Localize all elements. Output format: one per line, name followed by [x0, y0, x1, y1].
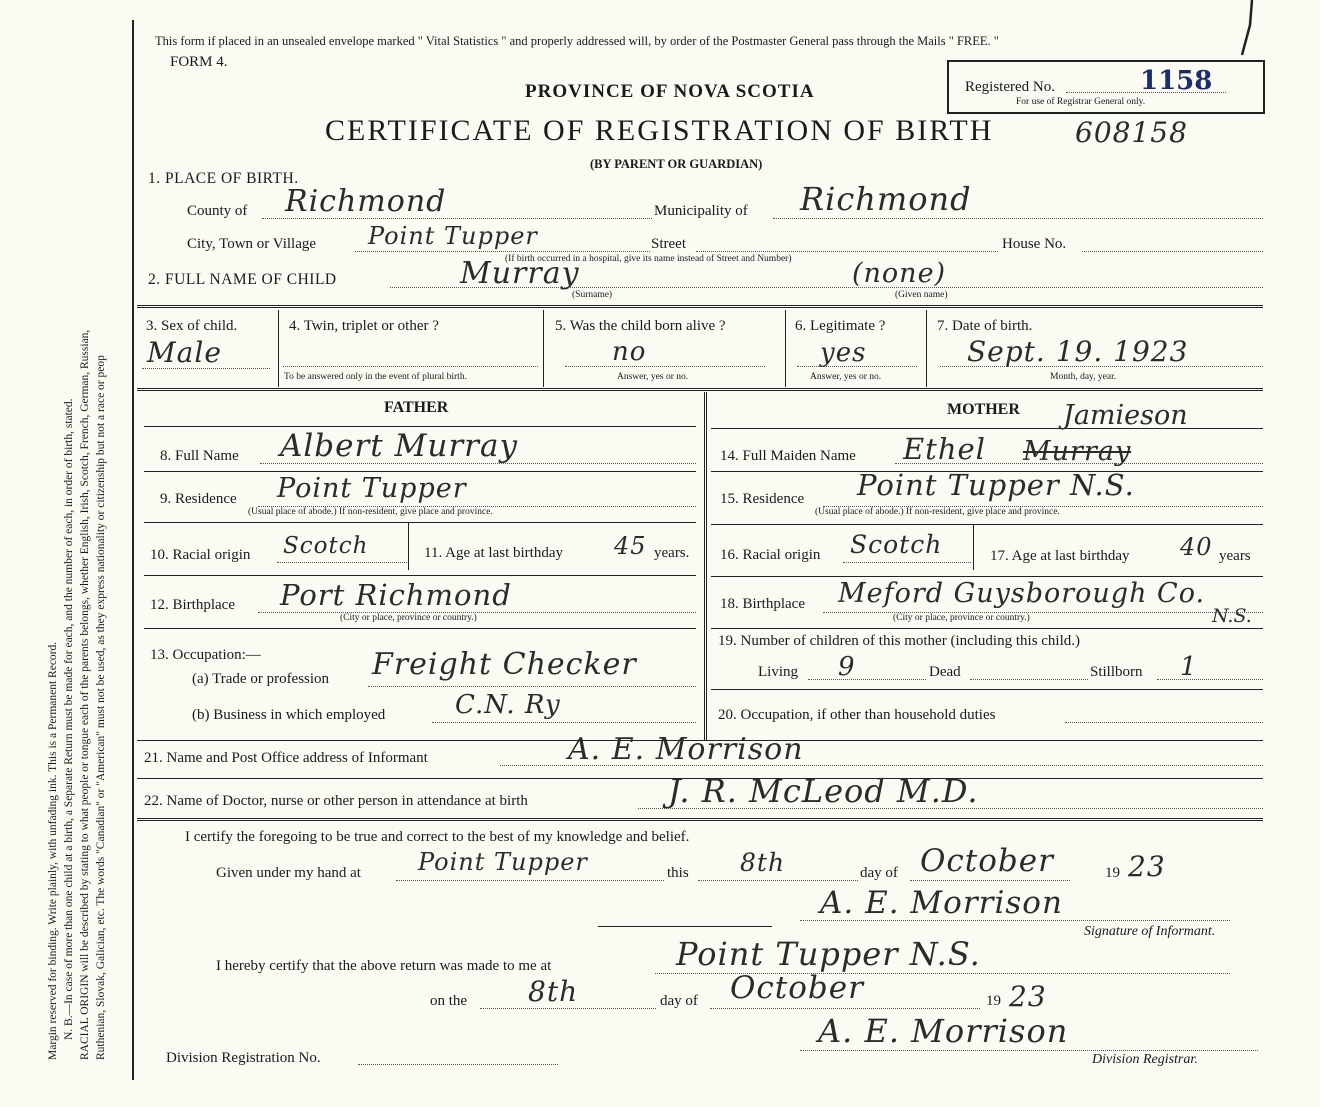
- pen-stroke-mark: [1228, 0, 1258, 60]
- registrar-line-label: I hereby certify that the above return was made to me at: [216, 958, 552, 974]
- hospital-note: (If birth occurred in a hospital, give its name instead of Street and Number): [505, 254, 792, 264]
- division-reg-line: [358, 1064, 558, 1065]
- father-business-value: C.N. Ry: [455, 690, 561, 720]
- dob-value: Sept. 19. 1923: [967, 335, 1189, 368]
- father-rule-5: [144, 628, 696, 629]
- municipality-label: Municipality of: [654, 203, 748, 219]
- registrar-sig-line: [800, 1050, 1258, 1051]
- mother-birth-value-2: N.S.: [1212, 605, 1252, 627]
- living-line: [808, 679, 926, 680]
- dob-label: 7. Date of birth.: [937, 318, 1033, 334]
- informant-signature: A. E. Morrison: [820, 885, 1063, 921]
- father-name-value: Albert Murray: [280, 428, 518, 464]
- legit-label: 6. Legitimate ?: [795, 318, 886, 334]
- registered-number: 1158: [1140, 66, 1213, 96]
- mother-race-line: [843, 562, 971, 563]
- registrar-signature: A. E. Morrison: [818, 1012, 1069, 1050]
- informant-line: [500, 765, 1263, 766]
- place-of-birth-label: 1. PLACE OF BIRTH.: [148, 170, 299, 187]
- registered-line: [1066, 92, 1226, 93]
- given-year-prefix: 19: [1105, 865, 1120, 881]
- row3-divider-2: [543, 310, 544, 387]
- father-business-label: (b) Business in which employed: [192, 707, 386, 723]
- given-dayof-label: day of: [860, 865, 898, 881]
- father-birth-note: (City or place, province or country.): [340, 613, 477, 623]
- sex-value: Male: [147, 336, 222, 369]
- on-the-label: on the: [430, 993, 468, 1009]
- given-month: October: [920, 843, 1054, 879]
- informant-value: A. E. Morrison: [568, 732, 804, 767]
- mail-notice: This form if placed in an unsealed envelope marked " Vital Statistics " and properly addressed will, by order of the Postmaster General pass through the Mails " FREE. ": [155, 34, 999, 48]
- mother-rule-5: [711, 628, 1263, 629]
- legit-value: yes: [820, 338, 867, 368]
- page-title: CERTIFICATE OF REGISTRATION OF BIRTH: [325, 114, 994, 147]
- given-place: Point Tupper: [418, 848, 588, 876]
- twin-label: 4. Twin, triplet or other ?: [289, 318, 439, 334]
- street-line: [696, 251, 998, 252]
- father-res-label: 9. Residence: [160, 491, 237, 507]
- father-res-note: (Usual place of abode.) If non-resident, give place and province.: [248, 507, 493, 517]
- mother-race-divider: [973, 524, 974, 570]
- given-note: (Given name): [895, 290, 948, 300]
- county-value: Richmond: [285, 184, 447, 219]
- mother-res-note: (Usual place of abode.) If non-resident, give place and province.: [815, 507, 1060, 517]
- dob-note: Month, day, year.: [1050, 372, 1117, 382]
- mother-race-label: 16. Racial origin: [720, 547, 821, 563]
- mother-name-label: 14. Full Maiden Name: [720, 448, 856, 464]
- city-label: City, Town or Village: [187, 236, 317, 252]
- mother-race-value: Scotch: [850, 530, 943, 559]
- father-name-label: 8. Full Name: [160, 448, 239, 464]
- mother-birth-label: 18. Birthplace: [720, 596, 805, 612]
- father-birth-value: Port Richmond: [280, 578, 512, 612]
- mother-rule-3: [711, 524, 1263, 525]
- margin-rule: [132, 20, 134, 1080]
- child-given-name: (none): [852, 258, 947, 289]
- father-res-value: Point Tupper: [277, 473, 467, 504]
- legit-line: [797, 366, 917, 367]
- surname-note: (Surname): [572, 290, 613, 300]
- house-label: House No.: [1002, 236, 1067, 252]
- doctor-line: [638, 808, 1263, 809]
- mother-occ-label: 20. Occupation, if other than household duties: [718, 707, 996, 723]
- dead-line: [970, 679, 1088, 680]
- mother-rule-4: [711, 576, 1263, 577]
- father-occ-label: 13. Occupation:—: [150, 647, 261, 663]
- given-day-line: [698, 880, 858, 881]
- father-birth-label: 12. Birthplace: [150, 597, 235, 613]
- divider-1: [137, 305, 1263, 308]
- father-rule-1: [144, 426, 696, 427]
- father-race-label: 10. Racial origin: [150, 547, 251, 563]
- subtitle: (BY PARENT OR GUARDIAN): [590, 157, 763, 171]
- municipality-line: [773, 218, 1263, 219]
- father-rule-4: [144, 575, 696, 576]
- registered-note: For use of Registrar General only.: [1016, 97, 1146, 107]
- given-place-line: [396, 880, 664, 881]
- living-label: Living: [758, 664, 798, 680]
- registrar-year-prefix: 19: [986, 993, 1001, 1009]
- registrar-day: 8th: [528, 975, 579, 1008]
- divider-2: [137, 388, 1263, 391]
- father-age-value: 45: [614, 532, 647, 560]
- father-trade-label: (a) Trade or profession: [192, 671, 330, 687]
- doctor-value: J. R. McLeod M.D.: [668, 772, 979, 810]
- mother-age-label: 17. Age at last birthday: [990, 548, 1130, 564]
- mother-occ-line: [1065, 722, 1263, 723]
- margin-line-2: N. B.—In case of more than one child at a birth, a Separate Return must be made for each, and the number of each, in order of birth, stated.: [63, 398, 75, 1040]
- given-label: Given under my hand at: [216, 865, 361, 881]
- mother-birth-line: [823, 612, 1263, 613]
- alive-value: no: [612, 337, 647, 367]
- mother-age-value: 40: [1180, 533, 1213, 561]
- stillborn-line: [1157, 679, 1263, 680]
- alive-line: [565, 366, 765, 367]
- mother-name-line: [895, 463, 1263, 464]
- father-heading: FATHER: [384, 399, 449, 416]
- mother-res-label: 15. Residence: [720, 491, 805, 507]
- margin-line-4: Ruthenian, Slovak, Galician, etc. The words "Canadian" or "American" must not be used, as they express nationality or citizenship but not a race or peop: [95, 355, 107, 1060]
- twin-line: [283, 366, 538, 367]
- mother-name-struck: Murray: [1023, 436, 1132, 467]
- registrar-caption: Division Registrar.: [1092, 1052, 1198, 1067]
- margin-notes: [45, 15, 109, 1060]
- given-day: 8th: [740, 848, 786, 877]
- father-birth-line: [258, 612, 696, 613]
- row3-divider-1: [278, 310, 279, 387]
- street-label: Street: [651, 236, 686, 252]
- mother-heading: MOTHER: [947, 401, 1020, 418]
- father-trade-line: [368, 686, 696, 687]
- division-reg-label: Division Registration No.: [166, 1050, 321, 1066]
- registered-label: Registered No.: [965, 79, 1055, 95]
- father-business-line: [432, 722, 696, 723]
- twin-note: To be answered only in the event of plural birth.: [284, 372, 467, 382]
- given-year: 23: [1128, 850, 1166, 883]
- living-value: 9: [838, 652, 856, 682]
- margin-line-3: RACIAL ORIGIN will be described by stating to what people or tongue each of the parents belongs, whether English, Irish, Scotch, French, German, Russian,: [79, 329, 91, 1060]
- father-race-line: [277, 562, 407, 563]
- title-handwritten-number: 608158: [1075, 116, 1188, 149]
- mother-name-value: Ethel: [903, 432, 986, 466]
- father-race-value: Scotch: [283, 533, 369, 559]
- child-surname: Murray: [460, 256, 580, 291]
- county-line: [262, 218, 652, 219]
- father-race-divider: [408, 522, 409, 570]
- separator-rule: [598, 926, 772, 927]
- father-trade-value: Freight Checker: [372, 647, 637, 682]
- this-label: this: [667, 865, 689, 881]
- mother-children-label: 19. Number of children of this mother (including this child.): [718, 633, 1081, 649]
- form-number: FORM 4.: [170, 54, 228, 70]
- county-label: County of: [187, 203, 248, 219]
- house-line: [1082, 251, 1263, 252]
- mother-birth-value: Meford Guysborough Co.: [838, 578, 1206, 609]
- registrar-month: October: [730, 970, 864, 1006]
- father-rule-2: [144, 471, 696, 472]
- child-name-label: 2. FULL NAME OF CHILD: [148, 271, 337, 288]
- informant-label: 21. Name and Post Office address of Informant: [144, 750, 428, 766]
- province-heading: PROVINCE OF NOVA SCOTIA: [525, 81, 815, 102]
- registrar-dayof-label: day of: [660, 993, 698, 1009]
- dob-line: [940, 366, 1263, 367]
- stillborn-value: 1: [1180, 652, 1198, 682]
- signature-caption: Signature of Informant.: [1084, 924, 1216, 939]
- stillborn-label: Stillborn: [1090, 664, 1143, 680]
- father-age-label: 11. Age at last birthday: [424, 545, 563, 561]
- mother-res-value: Point Tupper N.S.: [857, 468, 1135, 502]
- row3-divider-4: [926, 310, 927, 387]
- mother-birth-note: (City or place, province or country.): [893, 613, 1030, 623]
- dead-label: Dead: [929, 664, 961, 680]
- margin-line-1: Margin reserved for binding. Write plainly, with unfading ink. This is a Permanent Record.: [47, 641, 59, 1060]
- registrar-month-line: [710, 1008, 980, 1009]
- sex-label: 3. Sex of child.: [146, 318, 238, 334]
- father-age-unit: years.: [654, 545, 690, 561]
- father-name-line: [260, 463, 696, 464]
- certify-line: I certify the foregoing to be true and correct to the best of my knowledge and belief.: [185, 829, 690, 845]
- informant-sig-line: [800, 920, 1230, 921]
- divider-5: [137, 818, 1263, 821]
- doctor-label: 22. Name of Doctor, nurse or other person in attendance at birth: [144, 793, 528, 809]
- alive-note: Answer, yes or no.: [617, 372, 689, 382]
- city-line: [355, 251, 650, 252]
- father-rule-3: [144, 522, 696, 523]
- row3-divider-3: [785, 310, 786, 387]
- given-month-line: [910, 880, 1070, 881]
- mother-name-added: Jamieson: [1063, 400, 1188, 431]
- city-value: Point Tupper: [368, 222, 538, 250]
- registrar-place: Point Tupper N.S.: [676, 935, 981, 973]
- registrar-day-line: [480, 1008, 656, 1009]
- mother-age-unit: years: [1219, 548, 1251, 564]
- legit-note: Answer, yes or no.: [810, 372, 882, 382]
- municipality-value: Richmond: [800, 180, 972, 218]
- alive-label: 5. Was the child born alive ?: [555, 318, 726, 334]
- sex-line: [142, 368, 270, 369]
- parents-divider: [704, 392, 707, 740]
- mother-rule-6: [711, 689, 1263, 690]
- child-name-line: [390, 287, 1263, 288]
- registrar-year: 23: [1009, 980, 1047, 1013]
